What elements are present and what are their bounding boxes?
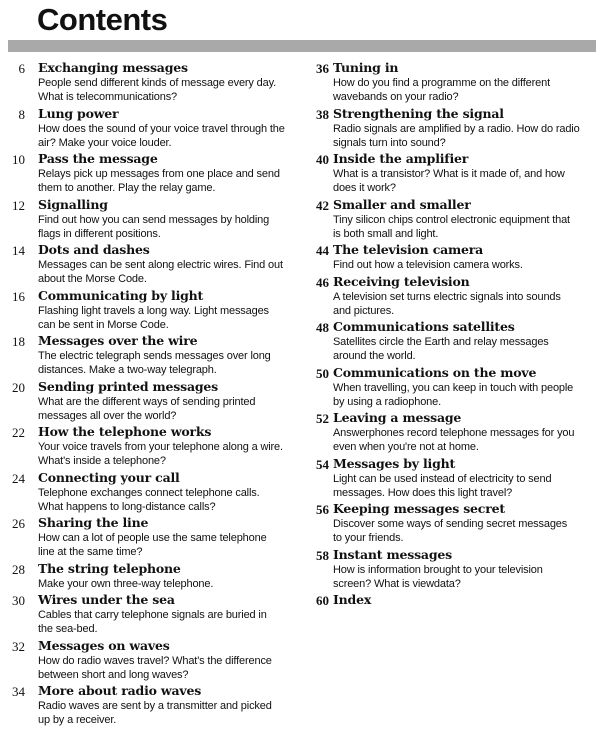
contents-entry bbox=[298, 319, 598, 363]
contents-entry bbox=[298, 547, 598, 591]
page-number: 20 bbox=[12, 379, 25, 395]
page-number: 22 bbox=[12, 425, 25, 440]
page-number: 10 bbox=[12, 152, 25, 167]
contents-entry bbox=[298, 197, 598, 241]
entry-title: Messages on waves bbox=[38, 637, 170, 653]
contents-entry bbox=[0, 470, 290, 514]
entry-title: Communicating by light bbox=[38, 287, 204, 303]
entry-title: The string telephone bbox=[38, 560, 181, 576]
entry-title: Tuning in bbox=[333, 60, 399, 75]
contents-entry bbox=[0, 242, 290, 286]
contents-entry bbox=[0, 561, 290, 591]
page-number: 30 bbox=[12, 593, 25, 608]
page-number: 18 bbox=[12, 334, 25, 349]
page-number: 28 bbox=[12, 561, 25, 577]
page-number: 44 bbox=[316, 243, 329, 258]
entry-description: How does the sound of your voice travel through the air? Make your voice louder. bbox=[38, 122, 285, 149]
entry-title: Communications on the move bbox=[333, 364, 537, 380]
entry-description: Answerphones record telephone messages for you even when you're not at home. bbox=[333, 427, 575, 453]
entry-description: Cables that carry telephone signals are buried in the sea-bed. bbox=[38, 609, 267, 635]
entry-title: How the telephone works bbox=[38, 424, 212, 439]
page-number: 32 bbox=[12, 638, 25, 654]
contents-entry bbox=[298, 106, 598, 150]
page-number: 56 bbox=[316, 502, 329, 517]
entry-title: More about radio waves bbox=[38, 683, 202, 698]
entry-description: Find out how you can send messages by holding flags in different positions. bbox=[38, 213, 270, 240]
page-number: 6 bbox=[18, 61, 25, 76]
contents-entry bbox=[0, 379, 290, 423]
page-number: 60 bbox=[316, 593, 329, 608]
entry-description: What are the different ways of sending printed messages all over the world? bbox=[38, 395, 256, 422]
contents-entry bbox=[0, 151, 290, 195]
entry-description: Make your own three-way telephone. bbox=[38, 577, 214, 590]
page-number: 8 bbox=[18, 106, 25, 122]
entry-title: Index bbox=[333, 592, 372, 607]
entry-title: Keeping messages secret bbox=[333, 501, 505, 516]
page-number: 50 bbox=[316, 365, 329, 381]
entry-description: A television set turns electric signals into sounds and pictures. bbox=[333, 290, 561, 317]
page-title: Contents bbox=[37, 2, 168, 37]
page-number: 24 bbox=[12, 470, 25, 486]
entry-description: Relays pick up messages from one place and send them to another. Play the relay game. bbox=[38, 168, 280, 194]
page-number: 48 bbox=[316, 320, 329, 335]
entry-title: Leaving a message bbox=[333, 410, 462, 425]
entry-title: Sharing the line bbox=[38, 515, 149, 530]
entry-title: The television camera bbox=[333, 242, 484, 257]
entry-title: Dots and dashes bbox=[38, 242, 150, 257]
entry-description: Telephone exchanges connect telephone calls. What happens to long-distance calls? bbox=[38, 486, 260, 513]
page-number: 16 bbox=[12, 288, 25, 304]
entry-description: How do you find a programme on the different wavebands on your radio? bbox=[333, 77, 550, 103]
contents-entry bbox=[0, 106, 290, 150]
contents-entry bbox=[0, 592, 290, 636]
contents-entry bbox=[298, 501, 598, 545]
entry-description: Radio waves are sent by a transmitter and picked up by a receiver. bbox=[38, 700, 272, 726]
contents-right-column bbox=[298, 60, 598, 610]
entry-description: The electric telegraph sends messages over long distances. Make a two-way telegraph. bbox=[38, 350, 271, 376]
entry-description: People send different kinds of message every day. What is telecommunications? bbox=[38, 77, 277, 103]
contents-entry bbox=[298, 410, 598, 454]
page-number: 54 bbox=[316, 456, 329, 472]
contents-entry bbox=[0, 638, 290, 682]
entry-description: Flashing light travels a long way. Light messages can be sent in Morse Code. bbox=[38, 304, 269, 331]
contents-entry bbox=[0, 683, 290, 727]
entry-title: Receiving television bbox=[333, 273, 470, 289]
entry-title: Sending printed messages bbox=[38, 378, 219, 394]
entry-title: Pass the message bbox=[38, 151, 158, 166]
title-rule bbox=[8, 40, 596, 52]
entry-description: Radio signals are amplified by a radio. How do radio signals turn into sound? bbox=[333, 122, 580, 149]
page-number: 42 bbox=[316, 197, 329, 213]
entry-description: How can a lot of people use the same telephone line at the same time? bbox=[38, 532, 267, 558]
entry-title: Wires under the sea bbox=[38, 592, 175, 607]
contents-entry bbox=[298, 60, 598, 104]
entry-description: When travelling, you can keep in touch with people by using a radiophone. bbox=[333, 381, 574, 408]
entry-title: Connecting your call bbox=[38, 469, 180, 485]
entry-description: Tiny silicon chips control electronic equipment that is both small and light. bbox=[333, 213, 570, 240]
page-number: 14 bbox=[12, 243, 25, 258]
contents-entry bbox=[298, 151, 598, 195]
entry-title: Instant messages bbox=[333, 546, 452, 562]
page-number: 36 bbox=[316, 61, 329, 76]
entry-title: Messages by light bbox=[333, 455, 456, 471]
entry-title: Smaller and smaller bbox=[333, 196, 471, 212]
contents-entry bbox=[0, 288, 290, 332]
entry-description: Discover some ways of sending secret messages to your friends. bbox=[333, 518, 568, 544]
contents-left-column bbox=[0, 60, 290, 729]
page-number: 58 bbox=[316, 547, 329, 563]
contents-entry bbox=[0, 515, 290, 559]
contents-entry bbox=[0, 424, 290, 468]
entry-title: Signalling bbox=[38, 196, 108, 212]
entry-title: Inside the amplifier bbox=[333, 151, 469, 166]
page-number: 40 bbox=[316, 152, 329, 167]
contents-entry bbox=[0, 333, 290, 377]
page-number: 12 bbox=[12, 197, 25, 213]
entry-description: Find out how a television camera works. bbox=[333, 259, 523, 271]
entry-description: Satellites circle the Earth and relay messages around the world. bbox=[333, 336, 549, 362]
page-number: 38 bbox=[316, 106, 329, 122]
entry-description: Messages can be sent along electric wires. Find out about the Morse Code. bbox=[38, 259, 283, 285]
entry-title: Communications satellites bbox=[333, 319, 515, 334]
entry-title: Exchanging messages bbox=[38, 60, 188, 75]
contents-entry bbox=[298, 242, 598, 272]
entry-description: What is a transistor? What is it made of, and how does it work? bbox=[333, 168, 565, 194]
entry-description: Your voice travels from your telephone along a wire. What's inside a telephone? bbox=[38, 441, 283, 467]
entry-description: How is information brought to your television screen? What is viewdata? bbox=[333, 563, 543, 590]
contents-entry bbox=[298, 365, 598, 409]
contents-entry bbox=[0, 197, 290, 241]
entry-title: Lung power bbox=[38, 105, 119, 121]
contents-entry bbox=[298, 592, 598, 608]
contents-entry bbox=[298, 456, 598, 500]
contents-entry bbox=[0, 60, 290, 104]
entry-description: How do radio waves travel? What's the difference between short and long waves? bbox=[38, 654, 272, 681]
entry-title: Messages over the wire bbox=[38, 333, 198, 348]
entry-title: Strengthening the signal bbox=[333, 105, 504, 121]
page-number: 52 bbox=[316, 411, 329, 426]
page-number: 34 bbox=[12, 684, 25, 699]
contents-entry bbox=[298, 274, 598, 318]
page-number: 26 bbox=[12, 516, 25, 531]
entry-description: Light can be used instead of electricity to send messages. How does this light travel? bbox=[333, 472, 552, 499]
page-number: 46 bbox=[316, 274, 329, 290]
